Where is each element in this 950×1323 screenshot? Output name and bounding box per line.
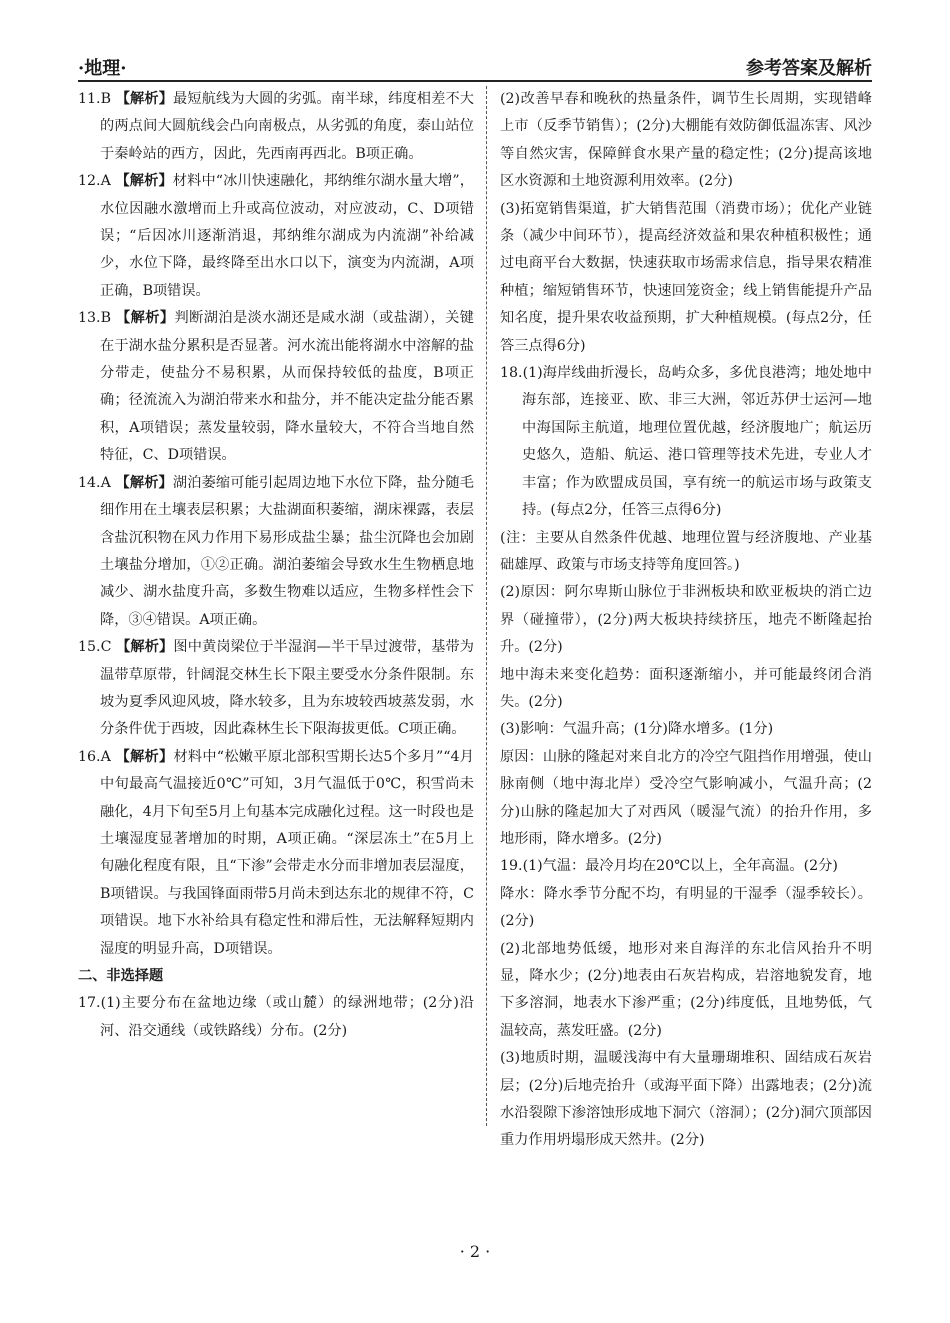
q18-part2-reason: (2)原因：阿尔卑斯山脉位于非洲板块和欧亚板块的消亡边界（碰撞带），(2分)两大板块持续挤压，地壳不断隆起抬升。(2分) xyxy=(500,584,872,656)
page-number: · 2 · xyxy=(459,1242,491,1261)
analysis-text: 判断湖泊是淡水湖还是咸水湖（或盐湖），关键在于湖水盐分累积是否显著。河水流出能将湖水中溶解的盐分带走，使盐分不易积累，从而保持较低的盐度，B项正确；径流流入为湖泊带来水和盐分，并不能决定盐分能否累积，A项错误；蒸发量较弱，降水量较大，不符合当地自然特征，C、D项错误。 xyxy=(100,310,474,464)
answer-letter: B xyxy=(100,91,112,107)
column-divider xyxy=(486,86,487,1126)
answer-letter: C xyxy=(100,639,112,656)
left-column xyxy=(78,86,474,1045)
answer-letter: A xyxy=(100,173,111,190)
question-number: 14. xyxy=(78,474,101,491)
question-number: 11. xyxy=(78,91,101,107)
q18-part2-trend: 地中海未来变化趋势：面积逐渐缩小，并可能最终闭合消失。(2分) xyxy=(500,666,872,710)
analysis-text: 湖泊萎缩可能引起周边地下水位下降，盐分随毛细作用在土壤表层积累；大盐湖面积萎缩，湖床裸露，表层含盐沉积物在风力作用下易形成盐尘暴；盐尘沉降也会加剧土壤盐分增加，①②正确。湖泊萎缩会导致水生生物栖息地减少、湖水盐度升高，多数生物难以适应，生物多样性会下降，③④错误。A项正确。 xyxy=(100,474,474,628)
analysis-tag: 【解析】 xyxy=(115,474,173,491)
analysis-tag: 【解析】 xyxy=(115,173,173,190)
analysis-tag: 【解析】 xyxy=(115,748,174,765)
subject-label: ·地理· xyxy=(78,58,127,79)
analysis-tag: 【解析】 xyxy=(115,91,174,107)
answer-key-title: 参考答案及解析 xyxy=(746,58,872,79)
question-number: 15. xyxy=(78,639,101,656)
question-11 xyxy=(78,86,474,168)
question-number: 16. xyxy=(78,748,101,765)
q19-part2: (2)北部地势低缓，地形对来自海洋的东北信风抬升不明显，降水少；(2分)地表由石灰岩构成，岩溶地貌发育，地下多溶洞，地表水下渗严重；(2分)纬度低，且地势低，气温较高，蒸发旺盛。(2分) xyxy=(500,940,872,1039)
q19-part1-temp: 19.(1)气温：最冷月均在20℃以上，全年高温。(2分) xyxy=(500,858,838,875)
question-12 xyxy=(78,168,474,305)
answer-letter: A xyxy=(100,474,111,491)
q17-part2: (2)改善早春和晚秋的热量条件，调节生长周期，实现错峰上市（反季节销售）；(2分)大棚能有效防御低温冻害、风沙等自然灾害，保障鲜食水果产量的稳定性；(2分)提高该地区水资源和土地资源利用效率。(2分) xyxy=(500,91,872,190)
q18-part3-impact: (3)影响：气温升高；(1分)降水增多。(1分) xyxy=(500,721,774,738)
analysis-text: 材料中“松嫩平原北部积雪期长达5个多月”“4月中旬最高气温接近0℃”可知，3月气温低于0℃，积雪尚未融化，4月下旬至5月上旬基本完成融化过程。这一时段也是土壤湿度显著增加的时期，A项正确。“深层冻土”在5月上旬融化程度有限，且“下渗”会带走水分而非增加表层湿度，B项错误。与我国锋面雨带5月尚未到达东北的规律不符，C项错误。地下水补给具有稳定性和滞后性，无法解释短期内湿度的明显升高，D项错误。 xyxy=(100,748,474,957)
q18-part3-reason: 原因：山脉的隆起对来自北方的冷空气阻挡作用增强，使山脉南侧（地中海北岸）受冷空气影响减小，气温升高；(2分)山脉的隆起加大了对西风（暖湿气流）的抬升作用，多地形雨，降水增多。(2分) xyxy=(500,748,872,847)
analysis-text: 图中黄岗梁位于半湿润—半干旱过渡带，基带为温带草原带，针阔混交林生长下限主要受水分条件限制。东坡为夏季风迎风坡，降水较多，且为东坡较西坡蒸发弱，水分条件优于西坡，因此森林生长下限海拔更低。C项正确。 xyxy=(100,639,474,738)
analysis-tag: 【解析】 xyxy=(116,639,174,656)
question-16 xyxy=(78,744,474,963)
question-15 xyxy=(78,634,474,744)
question-17-part1: 17.(1)主要分布在盆地边缘（或山麓）的绿洲地带；(2分)沿河、沿交通线（或铁路线）分布。(2分) xyxy=(78,995,474,1039)
analysis-text: 材料中“冰川快速融化，邦纳维尔湖水量大增”，水位因融水激增而上升或高位波动，对应波动，C、D项错误；“后因冰川逐渐消退，邦纳维尔湖成为内流湖”补给减少，水位下降，最终降至出水口以下，演变为内流湖，A项正确，B项错误。 xyxy=(100,173,474,299)
question-14 xyxy=(78,470,474,634)
q18-note: (注：主要从自然条件优越、地理位置与经济腹地、产业基础雄厚、政策与市场支持等角度回答。) xyxy=(500,529,872,573)
answer-letter: A xyxy=(100,748,111,765)
question-number: 12. xyxy=(78,173,101,190)
q19-part3: (3)地质时期，温暖浅海中有大量珊瑚堆积、固结成石灰岩层；(2分)后地壳抬升（或海平面下降）出露地表；(2分)流水沿裂隙下渗溶蚀形成地下洞穴（溶洞）；(2分)洞穴顶部因重力作用坍塌形成天然井。(2分) xyxy=(500,1050,872,1149)
question-number: 13. xyxy=(78,310,101,327)
answer-letter: B xyxy=(100,310,112,327)
question-13 xyxy=(78,305,474,469)
analysis-text: 最短航线为大圆的劣弧。南半球，纬度相差不大的两点间大圆航线会凸向南极点，从劣弧的角度，泰山站位于秦岭站的西方，因此，先西南再西北。B项正确。 xyxy=(100,91,474,162)
q18-part1: 18.(1)海岸线曲折漫长，岛屿众多，多优良港湾；地处地中海东部，连接亚、欧、非三大洲，邻近苏伊士运河—地中海国际主航道，地理位置优越，经济腹地广；航运历史悠久，造船、航运、港口管理等技术先进，专业人才丰富；作为欧盟成员国，享有统一的航运市场与政策支持。(每点2分，任答三点得6分) xyxy=(500,365,872,519)
right-column xyxy=(500,86,872,1155)
analysis-tag: 【解析】 xyxy=(115,310,175,327)
page-header xyxy=(78,52,872,82)
q19-part1-precip: 降水：降水季节分配不均，有明显的干湿季（湿季较长）。(2分) xyxy=(500,885,872,930)
q17-part3: (3)拓宽销售渠道，扩大销售范围（消费市场）；优化产业链条（减少中间环节），提高经济效益和果农种植积极性；通过电商平台大数据，快速获取市场需求信息，指导果农精准种植；缩短销售环节，快速回笼资金；线上销售能提升产品知名度，提升果农收益预期，扩大种植规模。(每点2分，任答三点得6分) xyxy=(500,200,872,354)
section-title: 二、非选择题 xyxy=(78,968,164,984)
